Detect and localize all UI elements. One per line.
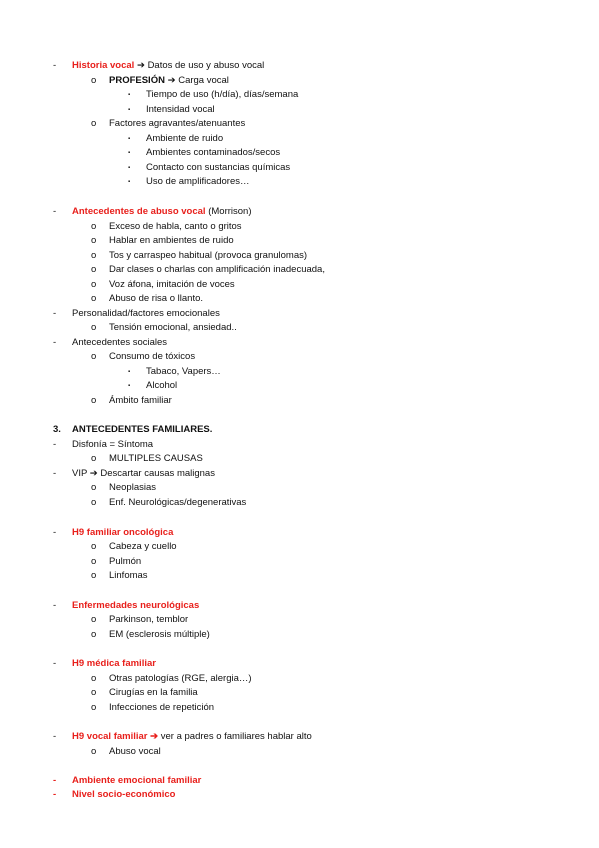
h9-medica-heading: H9 médica familiar bbox=[72, 658, 156, 669]
square-bullet: ▪ bbox=[128, 92, 131, 98]
h9-vocal-line bbox=[72, 731, 312, 743]
square-bullet: ▪ bbox=[128, 179, 131, 185]
circle-bullet: o bbox=[91, 746, 97, 757]
circle-bullet: o bbox=[91, 75, 97, 86]
circle-bullet: o bbox=[91, 482, 97, 493]
circle-bullet: o bbox=[91, 497, 97, 508]
list-item: Contacto con sustancias químicas bbox=[146, 162, 291, 173]
circle-bullet: o bbox=[91, 264, 97, 275]
list-item: Tabaco, Vapers… bbox=[146, 366, 221, 377]
dash-bullet: - bbox=[53, 308, 57, 319]
circle-bullet: o bbox=[91, 235, 97, 246]
abuso-vocal-note: (Morrison) bbox=[208, 206, 252, 217]
dash-bullet: - bbox=[53, 658, 57, 669]
list-item: Abuso vocal bbox=[109, 746, 161, 757]
list-item: Consumo de tóxicos bbox=[109, 351, 196, 362]
circle-bullet: o bbox=[91, 395, 97, 406]
list-item: Neoplasias bbox=[109, 482, 156, 493]
circle-bullet: o bbox=[91, 629, 97, 640]
circle-bullet: o bbox=[91, 351, 97, 362]
square-bullet: ▪ bbox=[128, 383, 131, 389]
h9-oncologica-heading: H9 familiar oncológica bbox=[72, 527, 174, 538]
list-item: Alcohol bbox=[146, 380, 178, 391]
list-item: Tensión emocional, ansiedad.. bbox=[109, 322, 237, 333]
square-bullet: ▪ bbox=[128, 107, 131, 113]
list-item: EM (esclerosis múltiple) bbox=[109, 629, 210, 640]
arrow-icon: ➔ bbox=[167, 75, 176, 86]
dash-bullet: - bbox=[53, 527, 57, 538]
nivel-socioeconomico-heading: Nivel socio-económico bbox=[72, 789, 176, 800]
arrow-icon: ➔ bbox=[150, 731, 159, 742]
circle-bullet: o bbox=[91, 293, 97, 304]
dash-bullet: - bbox=[53, 206, 57, 217]
square-bullet: ▪ bbox=[128, 150, 131, 156]
circle-bullet: o bbox=[91, 614, 97, 625]
list-item: Antecedentes sociales bbox=[72, 337, 168, 348]
list-item: MULTIPLES CAUSAS bbox=[109, 453, 203, 464]
circle-bullet: o bbox=[91, 453, 97, 464]
circle-bullet: o bbox=[91, 279, 97, 290]
h9-vocal-desc: ver a padres o familiares hablar alto bbox=[160, 731, 312, 742]
dash-bullet: - bbox=[53, 600, 57, 611]
list-item: Ambiente de ruido bbox=[146, 133, 224, 144]
profesion-line bbox=[109, 75, 229, 87]
list-item: Voz áfona, imitación de voces bbox=[109, 279, 235, 290]
historia-vocal-desc: Datos de uso y abuso vocal bbox=[147, 60, 265, 71]
list-item: Tos y carraspeo habitual (provoca granulomas) bbox=[109, 250, 308, 261]
enfermedades-neurologicas-heading: Enfermedades neurológicas bbox=[72, 600, 200, 611]
circle-bullet: o bbox=[91, 250, 97, 261]
list-item: Tiempo de uso (h/día), días/semana bbox=[146, 89, 299, 100]
list-item: Enf. Neurológicas/degenerativas bbox=[109, 497, 247, 508]
abuso-vocal-line bbox=[72, 206, 252, 218]
circle-bullet: o bbox=[91, 322, 97, 333]
list-item: Exceso de habla, canto o gritos bbox=[109, 221, 242, 232]
circle-bullet: o bbox=[91, 221, 97, 232]
section-number: 3. bbox=[53, 424, 61, 435]
square-bullet: ▪ bbox=[128, 136, 131, 142]
arrow-icon: ➔ bbox=[89, 468, 98, 479]
h9-vocal-heading: H9 vocal familiar bbox=[72, 731, 148, 742]
list-item: Ámbito familiar bbox=[109, 395, 172, 406]
circle-bullet: o bbox=[91, 570, 97, 581]
dash-bullet: - bbox=[53, 731, 57, 742]
vip-desc: Descartar causas malignas bbox=[100, 468, 215, 479]
list-item: Cirugías en la familia bbox=[109, 687, 198, 698]
list-item: Ambientes contaminados/secos bbox=[146, 147, 281, 158]
list-item: Hablar en ambientes de ruido bbox=[109, 235, 234, 246]
arrow-icon: ➔ bbox=[136, 60, 145, 71]
list-item: Dar clases o charlas con amplificación inadecuada, bbox=[109, 264, 325, 275]
list-item: Cabeza y cuello bbox=[109, 541, 177, 552]
circle-bullet: o bbox=[91, 541, 97, 552]
circle-bullet: o bbox=[91, 118, 97, 129]
dash-bullet: - bbox=[53, 789, 57, 800]
list-item: Infecciones de repetición bbox=[109, 702, 215, 713]
profesion-desc: Carga vocal bbox=[178, 75, 229, 86]
dash-bullet: - bbox=[53, 439, 57, 450]
list-item: Personalidad/factores emocionales bbox=[72, 308, 220, 319]
section-heading: ANTECEDENTES FAMILIARES. bbox=[72, 424, 213, 435]
historia-vocal-heading: Historia vocal bbox=[72, 60, 135, 71]
abuso-vocal-heading: Antecedentes de abuso vocal bbox=[72, 206, 206, 217]
list-item: Pulmón bbox=[109, 556, 142, 567]
list-item: Otras patologías (RGE, alergia…) bbox=[109, 673, 252, 684]
list-item: Abuso de risa o llanto. bbox=[109, 293, 204, 304]
dash-bullet: - bbox=[53, 775, 57, 786]
profesion-heading: PROFESIÓN bbox=[109, 75, 165, 86]
ambiente-emocional-heading: Ambiente emocional familiar bbox=[72, 775, 202, 786]
list-item: Linfomas bbox=[109, 570, 148, 581]
list-item: Disfonía = Síntoma bbox=[72, 439, 154, 450]
list-item: Intensidad vocal bbox=[146, 104, 215, 115]
list-item: Uso de amplificadores… bbox=[146, 176, 250, 187]
dash-bullet: - bbox=[53, 468, 57, 479]
list-item: Parkinson, temblor bbox=[109, 614, 189, 625]
circle-bullet: o bbox=[91, 673, 97, 684]
circle-bullet: o bbox=[91, 556, 97, 567]
circle-bullet: o bbox=[91, 702, 97, 713]
circle-bullet: o bbox=[91, 687, 97, 698]
dash-bullet: - bbox=[53, 60, 57, 71]
vip-label: VIP bbox=[72, 468, 88, 479]
square-bullet: ▪ bbox=[128, 369, 131, 375]
square-bullet: ▪ bbox=[128, 165, 131, 171]
list-item: Factores agravantes/atenuantes bbox=[109, 118, 246, 129]
vip-line bbox=[72, 468, 215, 480]
dash-bullet: - bbox=[53, 337, 57, 348]
historia-vocal-line bbox=[72, 60, 264, 72]
